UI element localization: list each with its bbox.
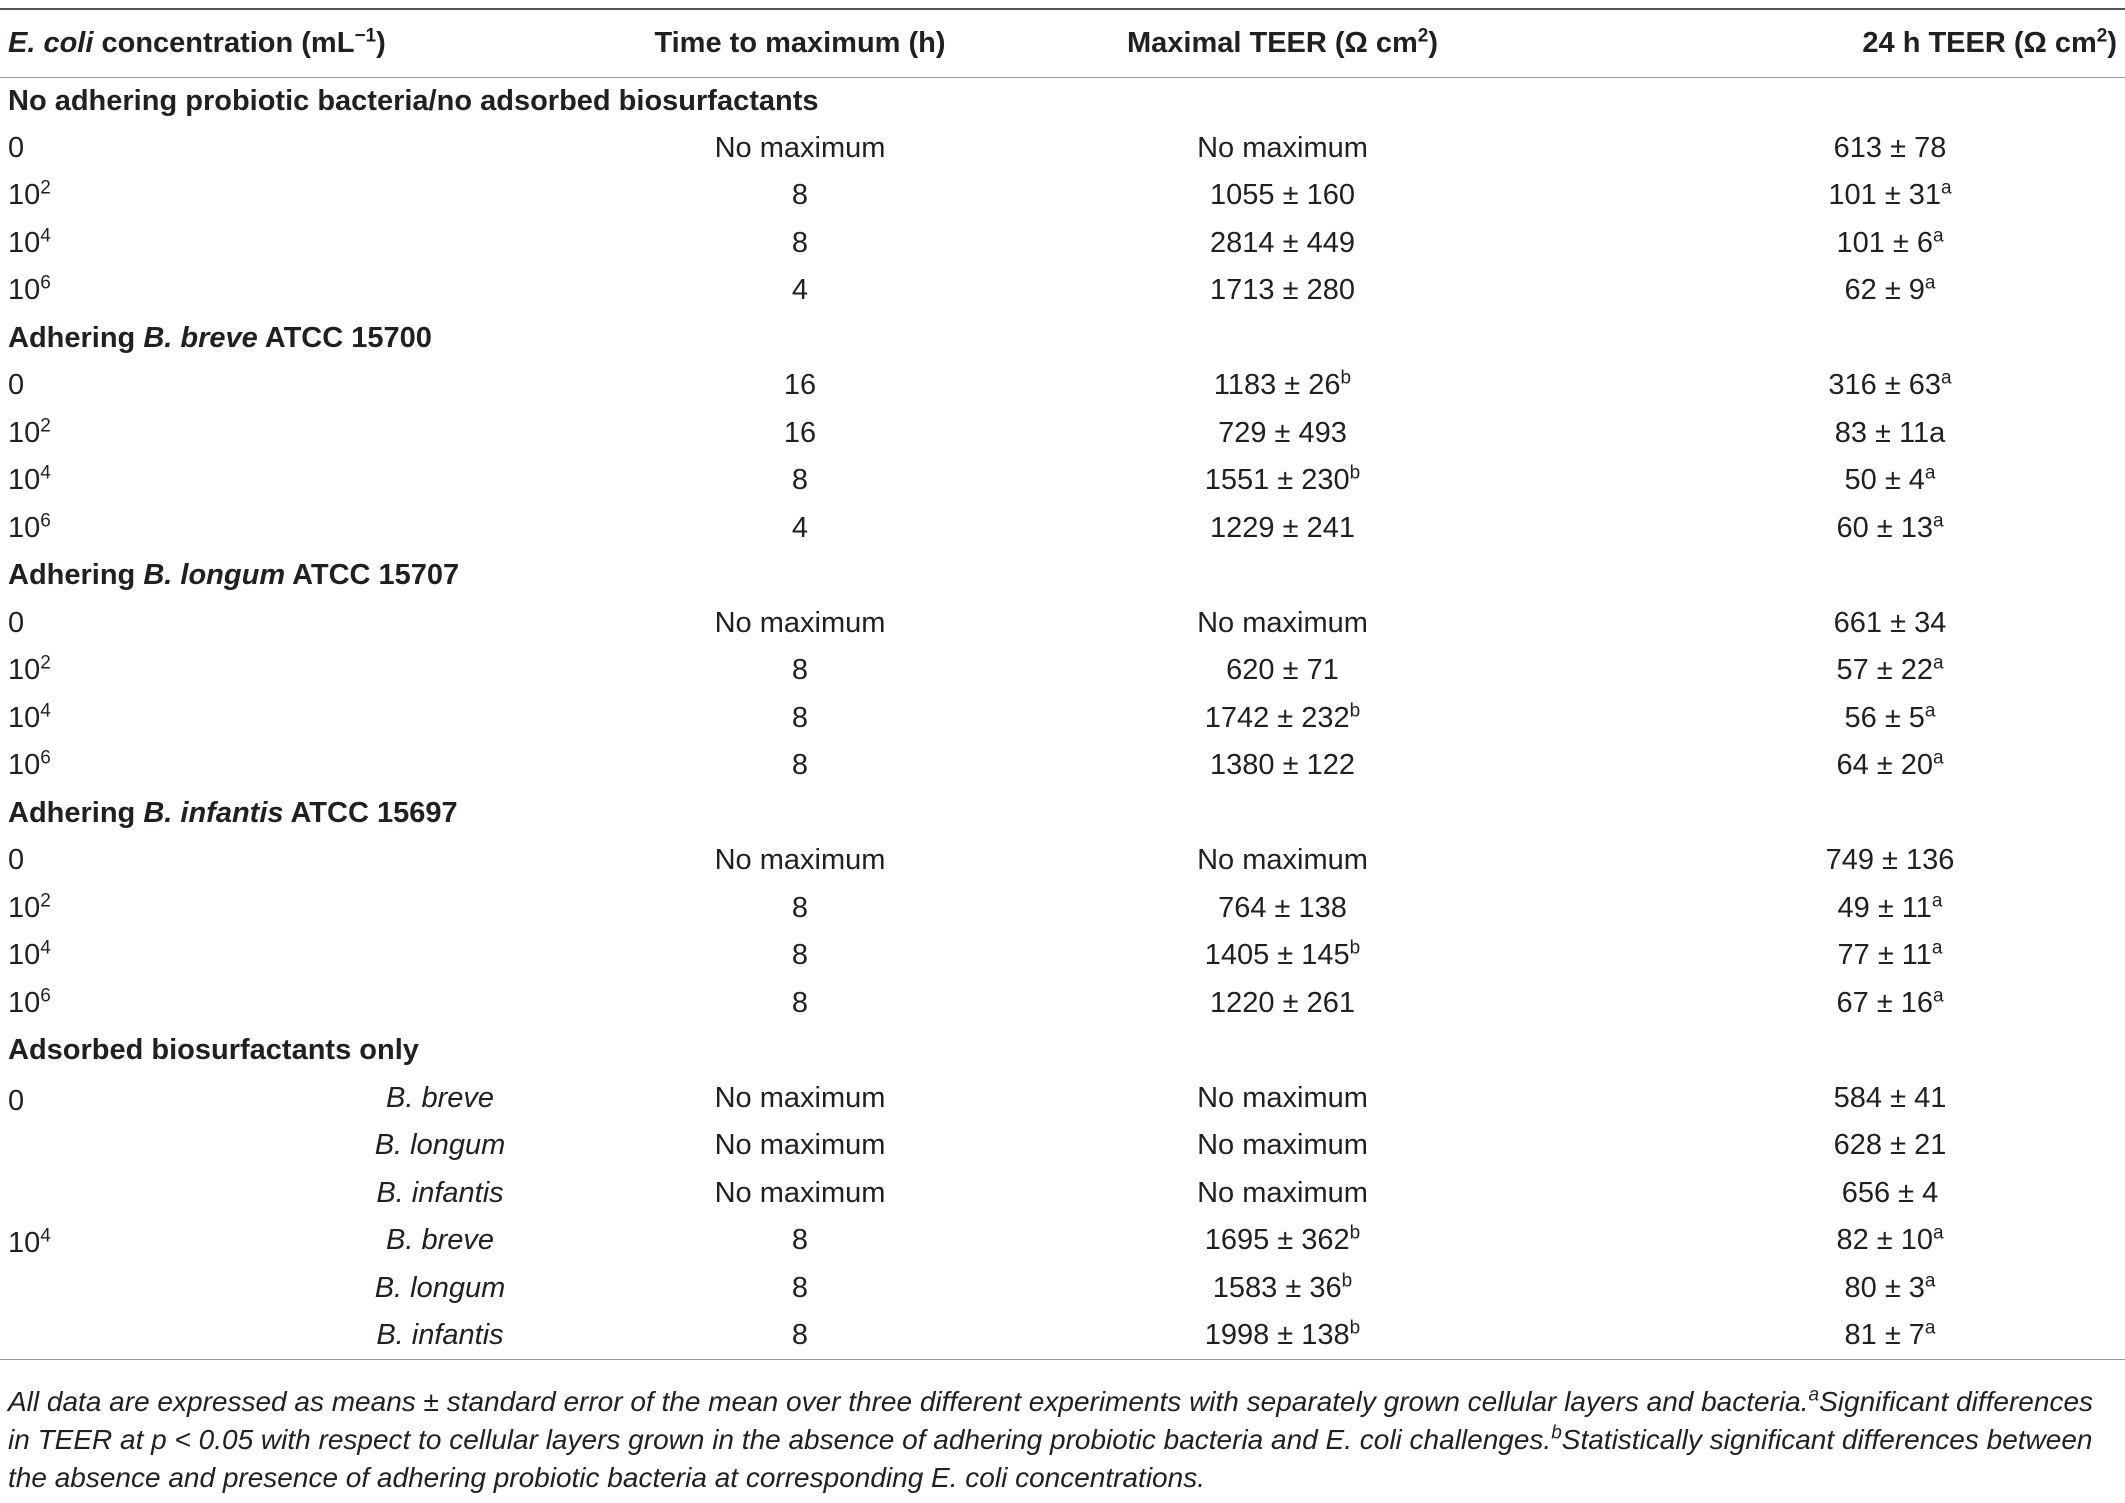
concentration-exponent: 2 [40, 415, 51, 437]
cell-24h-teer [1515, 267, 2125, 315]
table-row [0, 457, 2125, 505]
cell-24h-teer [1515, 220, 2125, 268]
cell-ecoli-concentration: $10^4$ [8, 937, 51, 972]
cell-maximal-teer: $1998 \pm 138^b$ [1204, 1317, 1361, 1351]
section-title [0, 1027, 2125, 1075]
cell-maximal-teer: $1551 \pm 230^b$ [1204, 462, 1361, 497]
section-title-text: Adhering [8, 321, 144, 354]
value-24h-teer: $49 \pm 11^a$ [1837, 890, 1943, 924]
value-24h-teer: 628 ± 21 [1833, 1129, 1947, 1162]
cell-time-to-maximum: 16 [783, 416, 817, 449]
section-title-species: B. longum [143, 559, 286, 592]
value-24h-teer: $80 \pm 3^a$ [1844, 1270, 1936, 1304]
cell-24h-teer [1515, 647, 2125, 695]
footnote-a-text: Significant differences in TEER at p < 0.05 with respect to cellular layers grown in the absence of adhering probiotic bacteria and E. coli challenges. [8, 1386, 2094, 1455]
cell-strain [330, 505, 550, 553]
value-24h-teer: $316 \pm 63^a$ [1828, 367, 1952, 402]
cell-time-to-maximum: 8 [791, 1224, 809, 1257]
table-row [0, 837, 2125, 885]
value-24h-teer: $60 \pm 13^a$ [1836, 510, 1944, 544]
cell-maximal-teer-superscript: b [1349, 1222, 1361, 1244]
cell-maximal-teer-superscript: b [1349, 1317, 1361, 1339]
superscript-24h-teer: a [1931, 937, 1943, 959]
cell-strain: B. infantis [376, 1176, 504, 1209]
cell-24h-teer [1515, 1170, 2125, 1218]
value-24h-teer: $101 \pm 31^a$ [1828, 177, 1952, 212]
superscript-24h-teer: a [1932, 225, 1944, 247]
section-header-row [0, 552, 2125, 600]
table-row [0, 505, 2125, 553]
cell-maximal-teer: No maximum [1197, 1129, 1368, 1162]
cell-strain [330, 600, 550, 648]
section-header-row [0, 77, 2125, 125]
cell-ecoli-concentration: $10^6$ [8, 985, 51, 1019]
superscript-24h-teer: a [1932, 747, 1944, 769]
cell-maximal-teer-superscript: b [1349, 700, 1361, 722]
superscript-24h-teer: a [1932, 985, 1944, 1007]
cell-24h-teer [1515, 742, 2125, 790]
cell-maximal-teer: 1713 ± 280 [1210, 274, 1355, 307]
section-title [0, 790, 2125, 838]
cell-strain [330, 457, 550, 505]
cell-ecoli-concentration: $10^6$ [8, 747, 51, 782]
cell-strain [330, 980, 550, 1028]
cell-24h-teer [1515, 457, 2125, 505]
section-title-species: B. breve [143, 321, 258, 354]
value-24h-teer: $62 \pm 9^a$ [1844, 272, 1936, 307]
cell-strain [330, 410, 550, 458]
table-row [0, 267, 2125, 315]
cell-24h-teer [1515, 1122, 2125, 1170]
table-header-row [0, 9, 2125, 77]
value-24h-teer: 83 ± 11a [1834, 416, 1946, 449]
cell-time-to-maximum: 8 [791, 654, 809, 687]
cell-ecoli-concentration: $10^4$ [8, 1225, 51, 1259]
cell-strain [330, 220, 550, 268]
section-title-text: Adhering [8, 559, 144, 592]
concentration-exponent: 2 [40, 890, 51, 912]
section-title [0, 77, 2125, 125]
concentration-exponent: 6 [40, 747, 51, 769]
value-24h-teer: $77 \pm 11^a$ [1837, 937, 1943, 972]
section-header-row [0, 790, 2125, 838]
cell-24h-teer [1515, 1265, 2125, 1313]
table-row [0, 362, 2125, 410]
section-title [0, 315, 2125, 363]
cell-ecoli-concentration: $10^4$ [8, 462, 51, 497]
cell-time-to-maximum: No maximum [714, 606, 886, 639]
cell-strain: B. longum [374, 1271, 506, 1304]
cell-24h-teer [1515, 410, 2125, 458]
value-24h-teer: $82 \pm 10^a$ [1836, 1222, 1944, 1257]
value-24h-teer: $81 \pm 7^a$ [1844, 1317, 1936, 1351]
concentration-exponent: 6 [40, 272, 51, 294]
cell-ecoli-concentration: 0 [8, 606, 25, 639]
cell-ecoli-concentration: $10^6$ [8, 272, 51, 307]
value-24h-teer: $67 \pm 16^a$ [1836, 985, 1944, 1019]
table-row [0, 220, 2125, 268]
cell-ecoli-concentration: 0 [8, 131, 25, 164]
footnote-b-text: Statistically significant differences between the absence and presence of adhering probiotic bacteria at corresponding E. coli concentrations. [8, 1424, 2093, 1493]
cell-time-to-maximum: No maximum [714, 844, 886, 877]
cell-ecoli-concentration: $10^4$ [8, 700, 51, 734]
cell-maximal-teer: No maximum [1197, 1081, 1368, 1114]
cell-strain [330, 695, 550, 743]
cell-24h-teer [1515, 125, 2125, 173]
cell-strain [330, 932, 550, 980]
section-title-text: Adhering [8, 796, 144, 829]
cell-ecoli-concentration: 0 [8, 844, 25, 877]
concentration-exponent: 4 [40, 462, 51, 484]
value-24h-teer: $57 \pm 22^a$ [1836, 652, 1944, 687]
table-row [0, 647, 2125, 695]
cell-strain: B. breve [386, 1081, 494, 1114]
table-footnote [8, 1383, 2113, 1497]
table-row [0, 410, 2125, 458]
teer-table [0, 8, 2125, 1360]
footnote-main: All data are expressed as means ± standard error of the mean over three different experiments with separately grown cellular layers and bacteria. [8, 1386, 1809, 1417]
cell-24h-teer [1515, 600, 2125, 648]
cell-24h-teer [1515, 362, 2125, 410]
superscript-24h-teer: a [1924, 700, 1936, 722]
cell-maximal-teer: $1742 \pm 232^b$ [1204, 700, 1361, 734]
cell-time-to-maximum: 8 [791, 891, 809, 924]
value-24h-teer: 613 ± 78 [1833, 131, 1947, 164]
cell-time-to-maximum: No maximum [714, 1081, 886, 1114]
cell-24h-teer [1515, 837, 2125, 885]
value-24h-teer: 661 ± 34 [1833, 606, 1947, 639]
cell-time-to-maximum: 8 [791, 1319, 809, 1351]
value-24h-teer: 584 ± 41 [1833, 1081, 1947, 1114]
cell-strain: B. infantis [376, 1319, 504, 1351]
cell-strain [330, 742, 550, 790]
cell-maximal-teer-superscript: b [1349, 462, 1361, 484]
value-24h-teer: $101 \pm 6^a$ [1836, 225, 1944, 259]
cell-ecoli-concentration: $10^6$ [8, 510, 51, 544]
value-24h-teer: $50 \pm 4^a$ [1844, 462, 1936, 497]
cell-maximal-teer: 1229 ± 241 [1210, 511, 1355, 544]
cell-strain [330, 837, 550, 885]
table-row [0, 1217, 2125, 1265]
section-title-text: ATCC 15697 [283, 796, 458, 829]
cell-maximal-teer: $1405 \pm 145^b$ [1204, 937, 1361, 972]
table-row [0, 1075, 2125, 1123]
cell-maximal-teer: 729 ± 493 [1218, 416, 1347, 449]
table-row [0, 742, 2125, 790]
section-title [0, 552, 2125, 600]
header-24h-teer: 24 h TEER (Ω $cm^2$) [1862, 25, 2117, 59]
cell-24h-teer [1515, 980, 2125, 1028]
cell-maximal-teer-superscript: b [1349, 937, 1361, 959]
section-title-text: ATCC 15707 [285, 559, 460, 592]
cell-time-to-maximum: 8 [791, 986, 809, 1019]
table-row [0, 172, 2125, 220]
cell-time-to-maximum: No maximum [714, 1129, 886, 1162]
header-time-to-maximum: Time to maximum (h) [654, 26, 946, 59]
cell-24h-teer [1515, 885, 2125, 933]
cell-24h-teer [1515, 695, 2125, 743]
cell-ecoli-concentration: 0 [8, 1084, 25, 1117]
cell-maximal-teer: $1183 \pm 26^b$ [1213, 367, 1352, 402]
cell-time-to-maximum: 16 [783, 369, 817, 402]
superscript-24h-teer: a [1924, 462, 1936, 484]
concentration-exponent: 6 [40, 510, 51, 532]
cell-time-to-maximum: 8 [791, 749, 809, 782]
superscript-24h-teer: a [1932, 652, 1944, 674]
cell-time-to-maximum: 8 [791, 464, 809, 497]
concentration-exponent: 4 [40, 225, 51, 247]
section-title-text: ATCC 15700 [257, 321, 432, 354]
cell-strain [330, 172, 550, 220]
table-row [0, 600, 2125, 648]
value-24h-teer: $64 \pm 20^a$ [1836, 747, 1944, 782]
cell-time-to-maximum: No maximum [714, 1176, 886, 1209]
cell-time-to-maximum: 4 [791, 274, 809, 307]
concentration-exponent: 4 [40, 937, 51, 959]
value-24h-teer: 749 ± 136 [1825, 844, 1955, 877]
concentration-exponent: 2 [40, 177, 51, 199]
cell-ecoli-concentration: $10^2$ [8, 415, 51, 449]
cell-ecoli-concentration: $10^2$ [8, 890, 51, 924]
cell-strain: B. breve [386, 1224, 494, 1257]
footnote-b-mark: b [1551, 1422, 1562, 1444]
cell-ecoli-concentration: $10^2$ [8, 177, 51, 212]
cell-24h-teer [1515, 932, 2125, 980]
cell-maximal-teer: $1695 \pm 362^b$ [1204, 1222, 1361, 1257]
cell-time-to-maximum: 8 [791, 939, 809, 972]
cell-maximal-teer: 620 ± 71 [1226, 654, 1339, 687]
cell-24h-teer [1515, 172, 2125, 220]
section-title-text: No adhering probiotic bacteria/no adsorbed biosurfactants [8, 84, 819, 117]
superscript-24h-teer: a [1932, 1222, 1944, 1244]
superscript-24h-teer: a [1924, 1270, 1936, 1292]
cell-strain [330, 267, 550, 315]
cell-maximal-teer-superscript: b [1340, 367, 1352, 389]
cell-strain [330, 125, 550, 173]
section-header-row [0, 1027, 2125, 1075]
concentration-exponent: 2 [40, 652, 51, 674]
cell-maximal-teer: No maximum [1197, 606, 1368, 639]
cell-ecoli-concentration: 0 [8, 369, 25, 402]
cell-maximal-teer: 1380 ± 122 [1210, 749, 1355, 782]
cell-maximal-teer: 1220 ± 261 [1210, 986, 1355, 1019]
section-header-row [0, 315, 2125, 363]
cell-24h-teer [1515, 1217, 2125, 1265]
cell-strain: B. longum [374, 1129, 506, 1162]
superscript-24h-teer: a [1941, 177, 1952, 199]
cell-time-to-maximum: 8 [791, 226, 809, 259]
header-maximal-teer: Maximal TEER (Ω $cm^2$) [1126, 25, 1439, 59]
table-row [0, 695, 2125, 743]
section-title-text: Adsorbed biosurfactants only [8, 1034, 419, 1067]
superscript-24h-teer: a [1924, 272, 1936, 294]
cell-strain [330, 647, 550, 695]
cell-maximal-teer: 2814 ± 449 [1210, 226, 1355, 259]
cell-maximal-teer: No maximum [1197, 1176, 1368, 1209]
cell-ecoli-concentration: $10^4$ [8, 225, 51, 259]
value-24h-teer: 656 ± 4 [1841, 1176, 1939, 1209]
table-row [0, 125, 2125, 173]
cell-maximal-teer-superscript: b [1341, 1270, 1353, 1292]
table-row [0, 932, 2125, 980]
cell-time-to-maximum: 4 [791, 511, 809, 544]
cell-time-to-maximum: 8 [791, 701, 809, 734]
table-row [0, 980, 2125, 1028]
superscript-24h-teer: a [1931, 890, 1943, 912]
superscript-24h-teer: a [1941, 367, 1952, 389]
cell-strain [330, 362, 550, 410]
cell-maximal-teer: No maximum [1197, 844, 1368, 877]
value-24h-teer: $56 \pm 5^a$ [1844, 700, 1936, 734]
cell-24h-teer [1515, 1075, 2125, 1123]
header-ecoli-concentration: E. coli concentration $(mL^{-1})$ [8, 25, 386, 59]
table-row [0, 885, 2125, 933]
cell-ecoli-concentration: $10^2$ [8, 652, 51, 687]
superscript-24h-teer: a [1932, 510, 1944, 532]
footnote-a-mark: a [1808, 1384, 1820, 1406]
concentration-exponent: 4 [40, 1225, 51, 1247]
cell-strain [330, 885, 550, 933]
superscript-24h-teer: a [1924, 1317, 1936, 1339]
section-title-species: B. infantis [143, 796, 284, 829]
concentration-exponent: 4 [40, 700, 51, 722]
cell-24h-teer [1515, 1312, 2125, 1360]
cell-24h-teer [1515, 505, 2125, 553]
cell-maximal-teer: 1055 ± 160 [1210, 179, 1355, 212]
cell-maximal-teer: 764 ± 138 [1218, 891, 1347, 924]
cell-maximal-teer: No maximum [1197, 131, 1368, 164]
cell-maximal-teer: $1583 \pm 36^b$ [1212, 1270, 1353, 1304]
cell-time-to-maximum: No maximum [714, 131, 886, 164]
cell-time-to-maximum: 8 [791, 1271, 809, 1304]
cell-time-to-maximum: 8 [791, 179, 809, 212]
concentration-exponent: 6 [40, 985, 51, 1007]
